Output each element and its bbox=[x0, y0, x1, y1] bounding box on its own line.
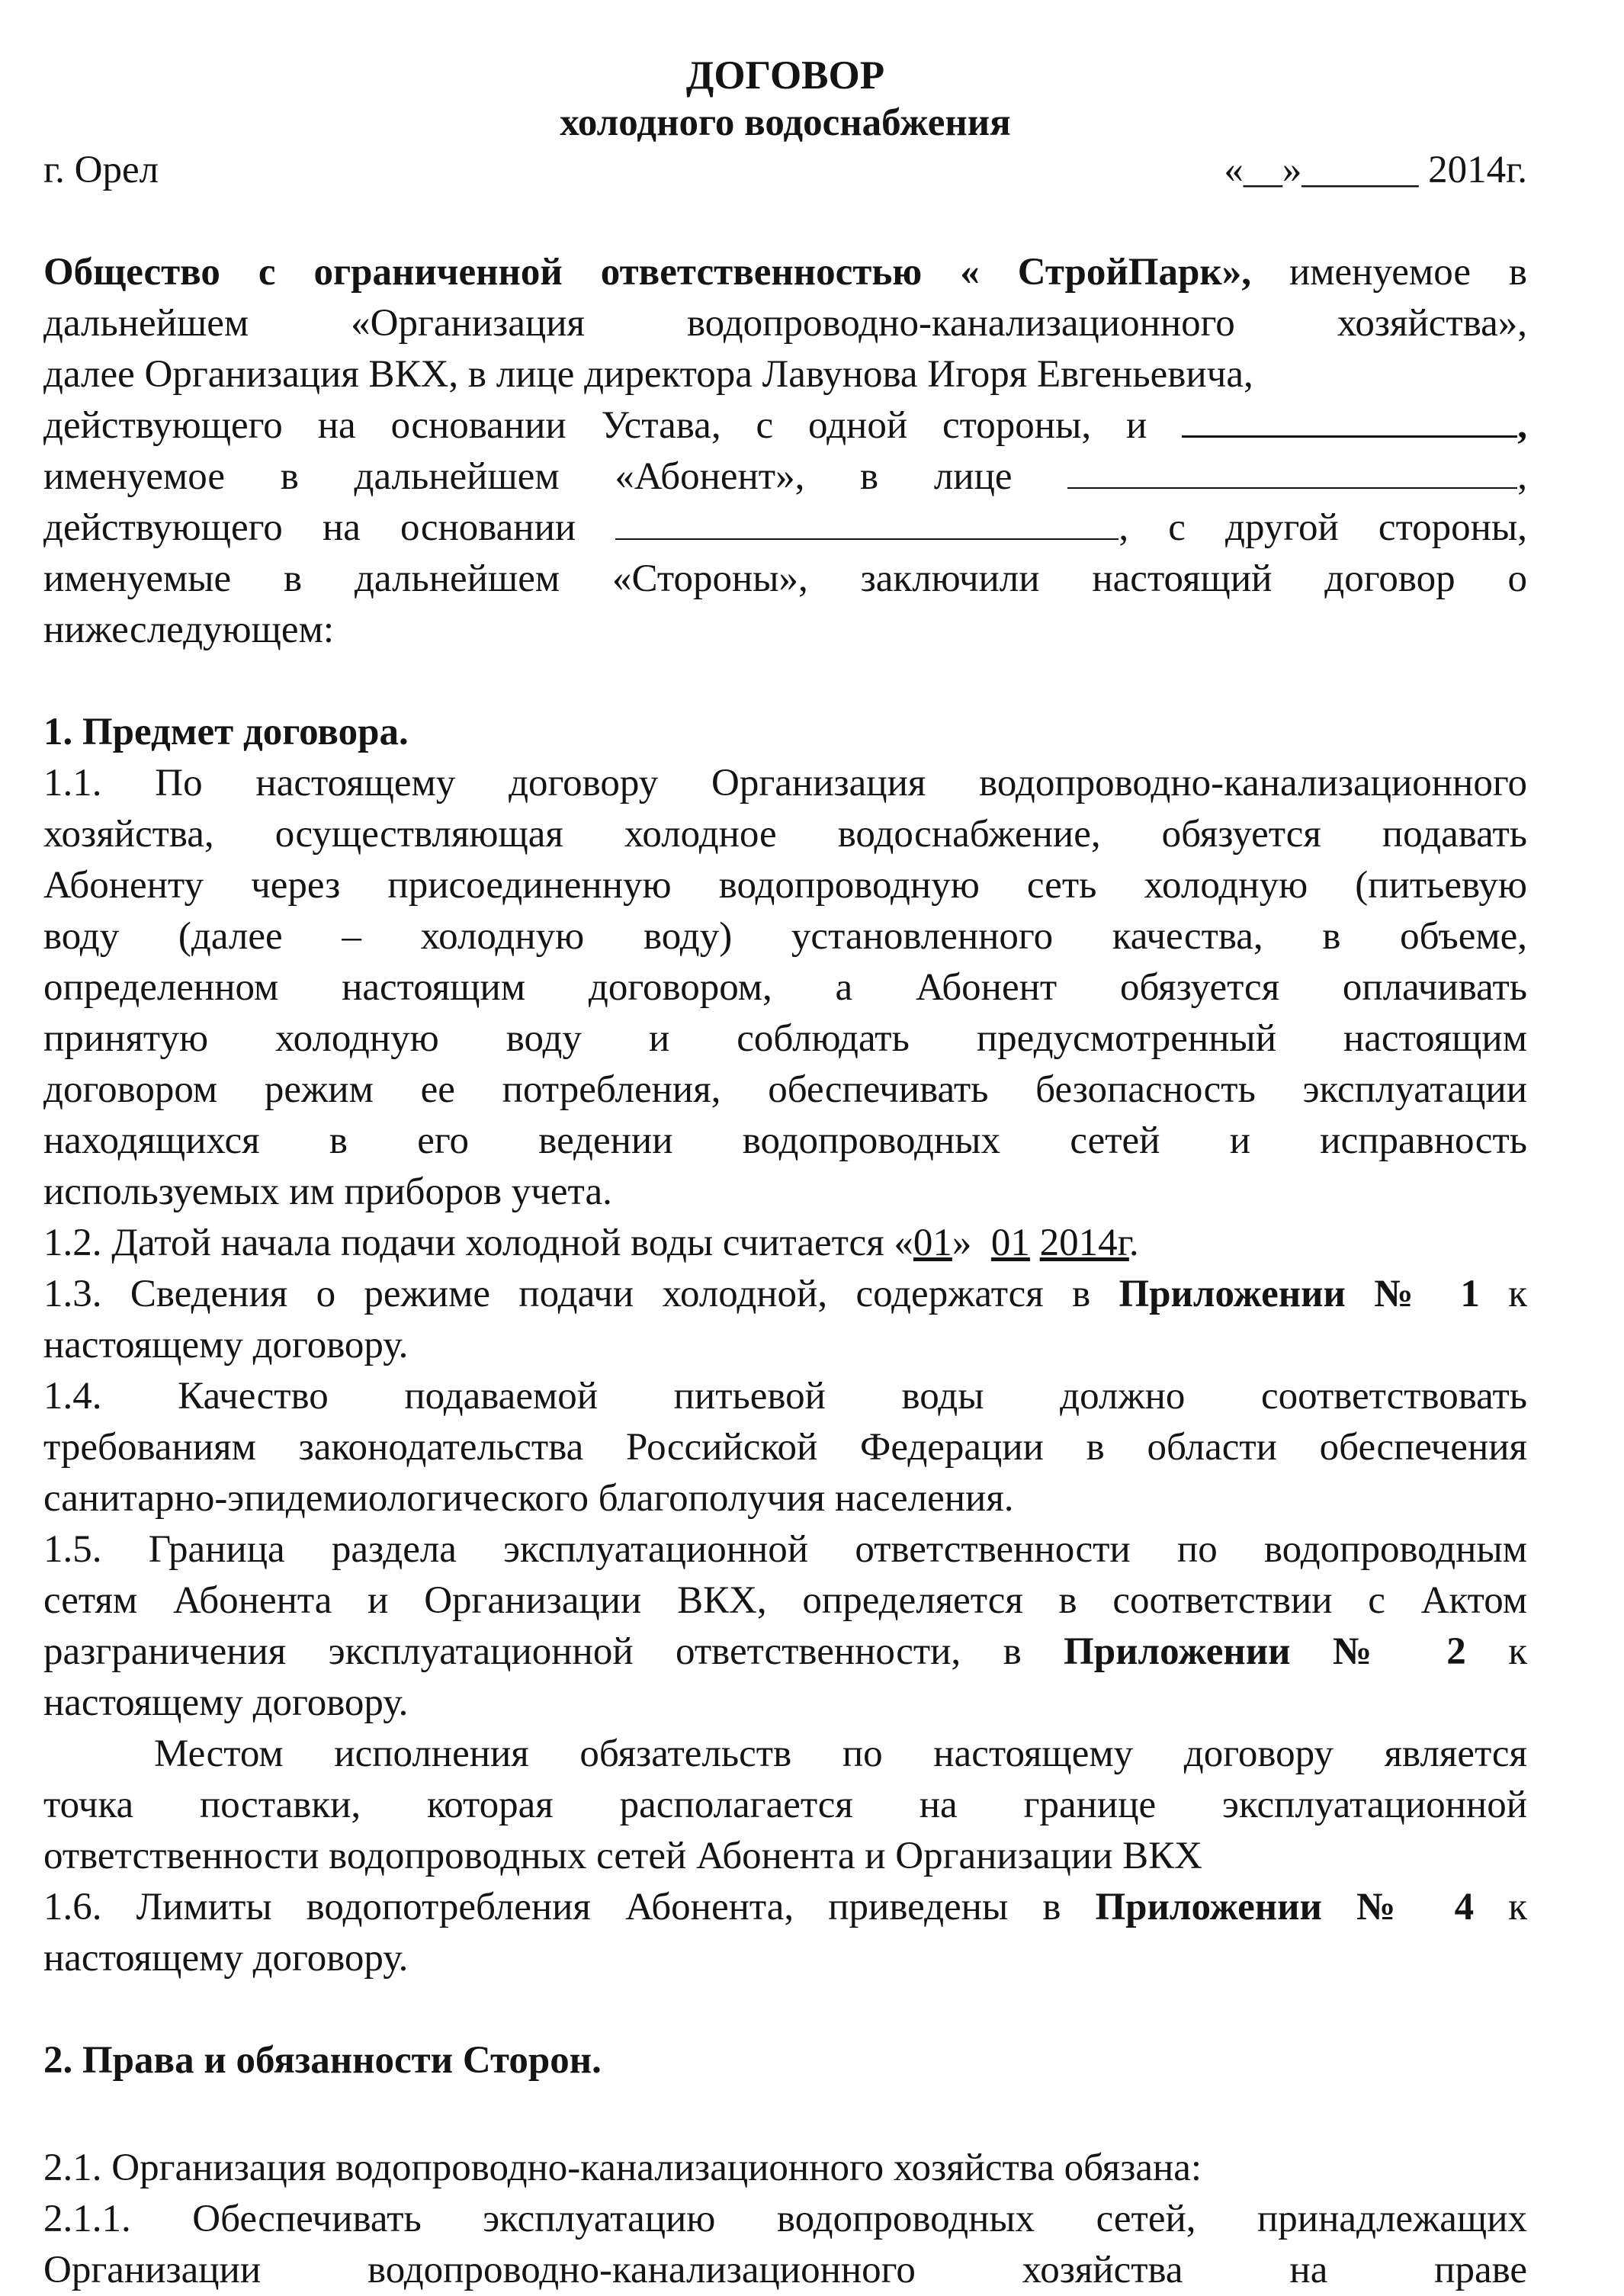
document-title: ДОГОВОР bbox=[685, 53, 885, 98]
clause-1-1-line: 1.1. По настоящему договору Организация водопроводно-канализационного bbox=[43, 762, 1527, 804]
clause-1-5-line: настоящему договору. bbox=[43, 1681, 409, 1724]
contract-date: «__»______ 2014г. bbox=[1224, 149, 1527, 191]
clause-1-1-line: Абоненту через присоединенную водопроводную сеть холодную (питьевую bbox=[43, 864, 1527, 907]
clause-2-1: 2.1. Организация водопроводно-канализационного хозяйства обязана: bbox=[43, 2147, 1202, 2189]
clause-1-2: 1.2. Датой начала подачи холодной воды считается «01» 01 2014г. bbox=[43, 1222, 1139, 1264]
clause-1-1-line: находящихся в его ведении водопроводных сетей и исправность bbox=[43, 1119, 1527, 1162]
preamble-line-1: Общество с ограниченной ответственностью « СтройПарк», именуемое в bbox=[43, 251, 1528, 294]
start-day: 01 bbox=[913, 1222, 952, 1264]
preamble-line-6: действующего на основании , с другой стороны, bbox=[43, 503, 1527, 554]
city-date-line bbox=[43, 145, 1527, 196]
clause-1-1-line: договором режим ее потребления, обеспечивать безопасность эксплуатации bbox=[43, 1068, 1527, 1111]
clause-1-1-line: используемых им приборов учета. bbox=[43, 1170, 612, 1213]
clause-2-1-1-line: Организации водопроводно-канализационного хозяйства на праве bbox=[43, 2249, 1527, 2291]
subscriber-name-blank bbox=[1182, 400, 1517, 438]
clause-1-1-line: воду (далее – холодную воду) установленного качества, в объеме, bbox=[43, 915, 1527, 958]
place-of-performance-line: ответственности водопроводных сетей Абонента и Организации ВКХ bbox=[43, 1835, 1202, 1877]
clause-1-1-line: хозяйства, осуществляющая холодное водоснабжение, обязуется подавать bbox=[43, 813, 1527, 856]
spacer bbox=[43, 656, 1527, 707]
clause-1-1-line: принятую холодную воду и соблюдать предусмотренный настоящим bbox=[43, 1017, 1527, 1060]
city: г. Орел bbox=[43, 149, 159, 191]
clause-1-6-line-2: настоящему договору. bbox=[43, 1937, 409, 1980]
clause-1-5-line: сетям Абонента и Организации ВКХ, определяется в соответствии с Актом bbox=[43, 1579, 1527, 1622]
spacer bbox=[43, 196, 1527, 247]
document-page bbox=[43, 50, 1527, 2296]
basis-blank bbox=[615, 503, 1119, 540]
place-of-performance-line: точка поставки, которая располагается на границе эксплуатационной bbox=[43, 1784, 1527, 1826]
appendix-4-ref: Приложении № 4 bbox=[1095, 1886, 1475, 1928]
preamble-line-4: действующего на основании Устава, с одной стороны, и , bbox=[43, 400, 1527, 451]
representative-blank bbox=[1067, 452, 1517, 489]
preamble-line-8: нижеследующем: bbox=[43, 609, 335, 651]
section-2-heading: 2. Права и обязанности Сторон. bbox=[43, 2039, 602, 2082]
clause-1-3: 1.3. Сведения о режиме подачи холодной, содержатся в Приложении № 1 к bbox=[43, 1273, 1528, 1315]
start-month: 01 bbox=[990, 1222, 1030, 1264]
preamble-line-2: дальнейшем «Организация водопроводно-канализационного хозяйства», bbox=[43, 302, 1527, 345]
clause-1-3-line-2: настоящему договору. bbox=[43, 1324, 409, 1366]
start-year: 2014г bbox=[1039, 1222, 1129, 1264]
preamble-line-3: далее Организация ВКХ, в лице директора Лавунова Игоря Евгеньевича, bbox=[43, 353, 1253, 396]
section-1-heading: 1. Предмет договора. bbox=[43, 711, 409, 753]
clause-1-4-line: требованиям законодательства Российской Федерации в области обеспечения bbox=[43, 1426, 1527, 1469]
clause-1-1-line: определенном настоящим договором, а Абонент обязуется оплачивать bbox=[43, 966, 1527, 1009]
clause-1-6: 1.6. Лимиты водопотребления Абонента, приведены в Приложении № 4 к bbox=[43, 1886, 1528, 1928]
place-of-performance-line: Местом исполнения обязательств по настоящему договору является bbox=[154, 1732, 1527, 1775]
clause-2-1-1-line: 2.1.1. Обеспечивать эксплуатацию водопроводных сетей, принадлежащих bbox=[43, 2198, 1527, 2240]
preamble-line-7: именуемые в дальнейшем «Стороны», заключили настоящий договор о bbox=[43, 557, 1527, 600]
appendix-2-ref: Приложении № 2 bbox=[1064, 1630, 1466, 1673]
document-subtitle: холодного водоснабжения bbox=[560, 101, 1011, 144]
spacer bbox=[43, 2086, 1527, 2143]
clause-1-5-line: разграничения эксплуатационной ответственности, в Приложении № 2 к bbox=[43, 1630, 1528, 1673]
clause-1-5-line: 1.5. Граница раздела эксплуатационной ответственности по водопроводным bbox=[43, 1528, 1527, 1571]
spacer bbox=[43, 1984, 1527, 2035]
clause-1-4-line: санитарно-эпидемиологического благополучия населения. bbox=[43, 1477, 1014, 1520]
appendix-1-ref: Приложении № 1 bbox=[1119, 1273, 1480, 1315]
organization-name: Общество с ограниченной ответственностью « СтройПарк», bbox=[43, 251, 1251, 294]
preamble-line-5: именуемое в дальнейшем «Абонент», в лице , bbox=[43, 451, 1527, 503]
clause-1-4-line: 1.4. Качество подаваемой питьевой воды должно соответствовать bbox=[43, 1375, 1527, 1418]
